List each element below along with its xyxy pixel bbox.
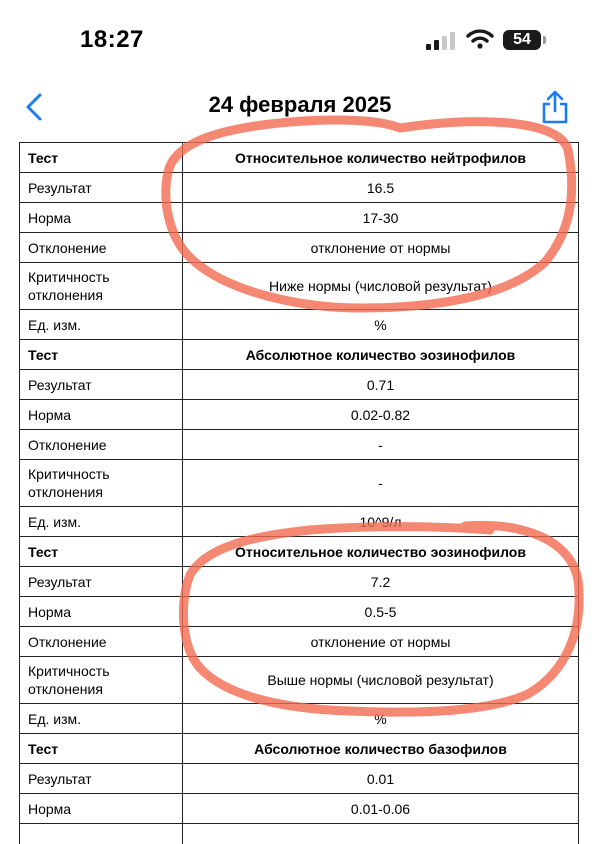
nav-bar — [0, 80, 600, 136]
table-row — [20, 657, 579, 704]
status-bar — [0, 0, 600, 80]
table-row — [20, 704, 579, 734]
table-row — [20, 537, 579, 567]
status-time: 18:27 — [80, 26, 144, 54]
row-value: - — [183, 430, 579, 460]
table-row — [20, 764, 579, 794]
row-label: Норма — [20, 794, 183, 824]
row-label: Тест — [20, 537, 183, 567]
table-row — [20, 597, 579, 627]
row-value: 0.5-5 — [183, 597, 579, 627]
table-row — [20, 627, 579, 657]
table-row — [20, 370, 579, 400]
row-value: 0.71 — [183, 370, 579, 400]
row-value: 0.02-0.82 — [183, 400, 579, 430]
row-label: Ед. изм. — [20, 310, 183, 340]
table-row — [20, 173, 579, 203]
row-label: Ед. изм. — [20, 507, 183, 537]
wifi-icon — [466, 28, 494, 50]
row-value: Абсолютное количество базофилов — [183, 734, 579, 764]
row-label: Тест — [20, 143, 183, 173]
row-label: Отклонение — [20, 430, 183, 460]
row-value: % — [183, 704, 579, 734]
row-value: 10^9/л — [183, 507, 579, 537]
row-value: 7.2 — [183, 567, 579, 597]
row-value: Абсолютное количество эозинофилов — [183, 340, 579, 370]
row-label: Критичность отклонения — [20, 460, 183, 507]
table-row — [20, 430, 579, 460]
row-value: Выше нормы (числовой результат) — [183, 657, 579, 704]
row-value: Относительное количество эозинофилов — [183, 537, 579, 567]
row-value: 17-30 — [183, 203, 579, 233]
share-icon[interactable] — [540, 90, 570, 124]
table-row — [20, 794, 579, 824]
results-table — [19, 142, 579, 844]
table-row — [20, 203, 579, 233]
battery-tip — [543, 36, 546, 44]
row-label: Критичность отклонения — [20, 657, 183, 704]
row-label: Результат — [20, 173, 183, 203]
battery-icon: 54 — [503, 30, 541, 50]
table-row — [20, 263, 579, 310]
row-label: Результат — [20, 567, 183, 597]
row-value: Относительное количество нейтрофилов — [183, 143, 579, 173]
row-value: % — [183, 310, 579, 340]
row-value: 0.01 — [183, 764, 579, 794]
row-label: Отклонение — [20, 627, 183, 657]
table-row — [20, 460, 579, 507]
row-label: Норма — [20, 597, 183, 627]
signal-icon — [426, 32, 456, 50]
row-value: Ниже нормы (числовой результат) — [183, 263, 579, 310]
row-value: отклонение от нормы — [183, 627, 579, 657]
table-row — [20, 143, 579, 173]
table-row — [20, 734, 579, 764]
row-label: Тест — [20, 340, 183, 370]
row-label: Ед. изм. — [20, 704, 183, 734]
table-row — [20, 507, 579, 537]
row-label: Норма — [20, 203, 183, 233]
row-label: Результат — [20, 370, 183, 400]
table-row — [20, 233, 579, 263]
table-row — [20, 567, 579, 597]
row-value: 16.5 — [183, 173, 579, 203]
row-label: Результат — [20, 764, 183, 794]
table-row — [20, 400, 579, 430]
table-row — [20, 340, 579, 370]
row-value: - — [183, 460, 579, 507]
row-label: Тест — [20, 734, 183, 764]
row-value: отклонение от нормы — [183, 233, 579, 263]
row-label: Отклонение — [20, 233, 183, 263]
table-row — [20, 310, 579, 340]
page-title: 24 февраля 2025 — [0, 92, 600, 118]
row-value: 0.01-0.06 — [183, 794, 579, 824]
row-label: Норма — [20, 400, 183, 430]
row-label: Критичность отклонения — [20, 263, 183, 310]
